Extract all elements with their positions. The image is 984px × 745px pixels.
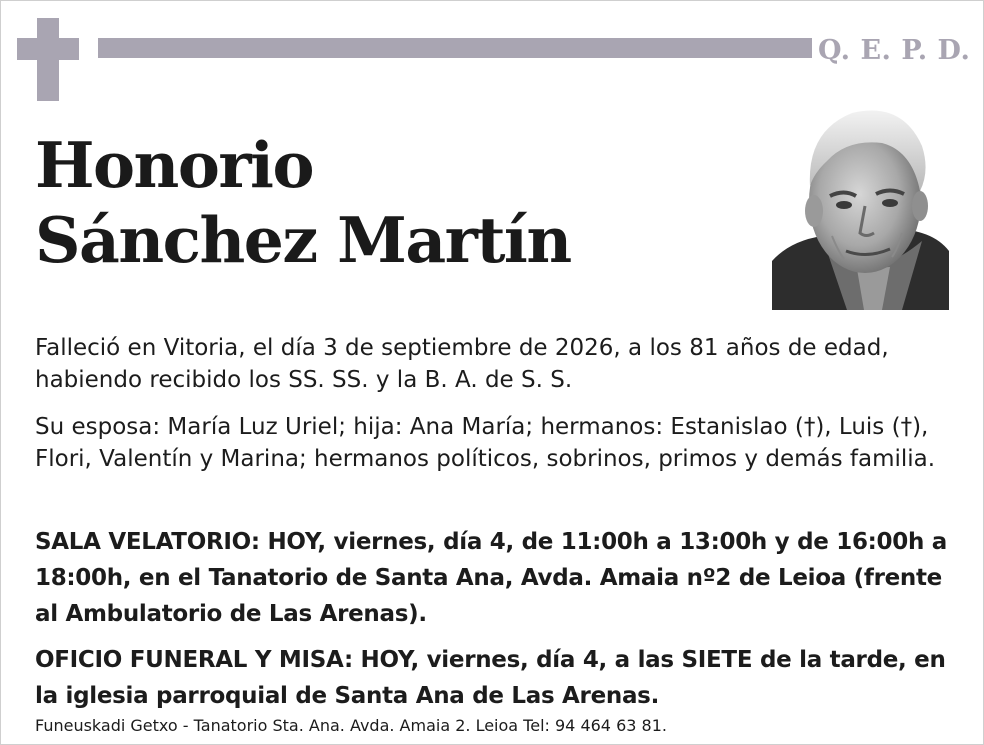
wake-details: SALA VELATORIO: HOY, viernes, día 4, de 11:00h a 13:00h y de 16:00h a 18:00h, en el Tanatorio de Santa Ana, Avda. Amaia nº2 de Leioa (frente al Ambulatorio de Las Arenas). [35,529,947,627]
header-rule [98,38,812,58]
qepd-label: Q. E. P. D. [818,35,971,66]
deceased-surnames: Sánchez Martín [35,203,571,277]
funeral-home-footer: Funeuskadi Getxo - Tanatorio Sta. Ana. Avda. Amaia 2. Leioa Tel: 94 464 63 81. [35,716,667,735]
family-text: Su esposa: María Luz Uriel; hija: Ana María; hermanos: Estanislao (†), Luis (†), Flori, Valentín y Marina; hermanos políticos, sobrinos, primos y demás familia. [35,414,936,472]
portrait-photo [772,101,949,310]
deceased-name [35,128,571,278]
deceased-first-name: Honorio [35,128,314,202]
cross-horizontal-bar [17,38,79,60]
death-notice-text: Falleció en Vitoria, el día 3 de septiembre de 2026, a los 81 años de edad, habiendo recibido los SS. SS. y la B. A. de S. S. [35,335,889,393]
funeral-details: OFICIO FUNERAL Y MISA: HOY, viernes, día 4, a las SIETE de la tarde, en la iglesia parroquial de Santa Ana de Las Arenas. [35,647,946,709]
